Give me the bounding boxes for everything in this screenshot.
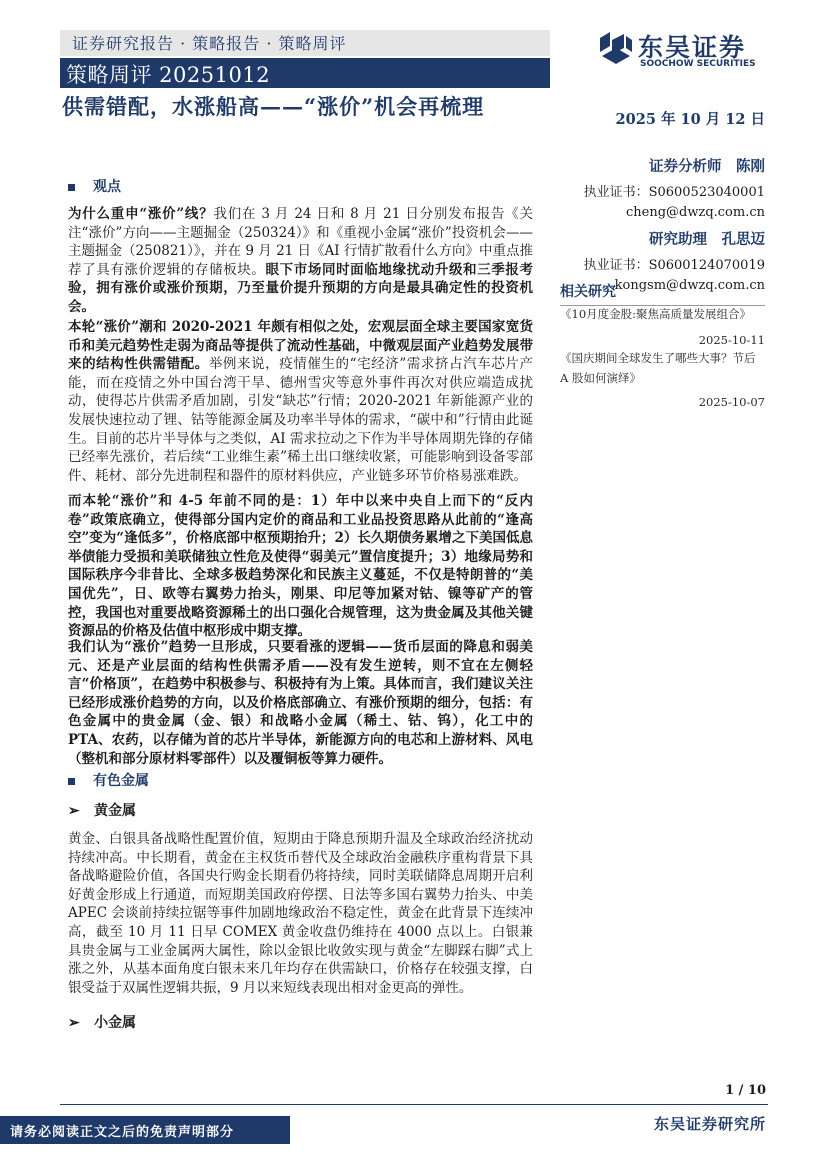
report-category-bar bbox=[60, 30, 550, 56]
disclaimer-text: 请务必阅读正文之后的免责声明部分 bbox=[10, 1125, 235, 1140]
related-item[interactable] bbox=[560, 348, 765, 412]
page-number: 1 / 10 bbox=[725, 1083, 766, 1098]
sidebar bbox=[560, 100, 765, 293]
paragraph-bold: 眼下市场同时面临地缘扰动升级和三季报考验，拥有涨价或涨价预期，乃至量价提升预期的方向是最具确定性的投资机会。 bbox=[68, 261, 533, 315]
section-title: 有色金属 bbox=[93, 773, 149, 789]
related-research-title: 相关研究 bbox=[560, 281, 765, 306]
subsection-title: 黄金属 bbox=[94, 803, 136, 819]
section-title: 观点 bbox=[93, 179, 121, 195]
assistant-email[interactable]: kongsm@dwzq.com.cn bbox=[614, 278, 765, 293]
disclaimer-bar bbox=[0, 1116, 290, 1144]
section-viewpoint bbox=[68, 176, 121, 196]
report-series: 策略周评 20251012 bbox=[66, 63, 271, 87]
paragraph-bold: 本轮“涨价”潮和 2020-2021 年颇有相似之处，宏观层面全球主要国家宽货币和美元趋势性走弱为商品等提供了流动性基础，中微观层面产业趋势发展带来的结构性供需错配。 bbox=[68, 319, 533, 373]
paragraph-3: 而本轮“涨价”和 4-5 年前不同的是：1）年中以来中央自上而下的“反内卷”政策底确立，使得部分国内定价的商品和工业品投资思路从此前的“逢高空”变为“逢低多”，价格底部中枢预期抬升；2）长久期债务累增之下美国低息举债能力受损和美联储独立性危及使得“弱美元”置信度提升；3）地缘局势和国际秩序今非昔比、全球多极趋势深化和民族主义蔓延，不仅是特朗普的“美国优先”，日、欧等右翼势力抬头，刚果、印尼等加紧对钴、镍等矿产的管控，我国也对重要战略资源稀土的出口强化合规管理，这为贵金属及其他关键资源品的价格及估值中枢形成中期支撑。 bbox=[68, 493, 533, 640]
related-item-title[interactable]: 《国庆期间全球发生了哪些大事？节后 A 股如何演绎》 bbox=[560, 351, 756, 385]
arrow-bullet-icon: ➢ bbox=[68, 1015, 80, 1031]
related-item-date: 2025-10-07 bbox=[698, 395, 765, 409]
assistant-name: 研究助理 孔思迈 bbox=[649, 231, 765, 248]
subsection-precious bbox=[68, 800, 136, 820]
footer-divider bbox=[60, 1104, 768, 1105]
arrow-bullet-icon: ➢ bbox=[68, 803, 80, 819]
subsection-title: 小金属 bbox=[94, 1015, 136, 1031]
paragraph-2 bbox=[68, 318, 533, 485]
paragraph-bold: 为什么重申“涨价”线？ bbox=[68, 206, 214, 222]
related-item-title[interactable]: 《10月度金股:聚焦高质量发展组合》 bbox=[560, 307, 752, 321]
soochow-logo-icon bbox=[596, 30, 634, 68]
analyst-name: 证券分析师 陈刚 bbox=[649, 158, 765, 175]
section-nonferrous bbox=[68, 770, 149, 790]
paragraph-1 bbox=[68, 205, 533, 317]
analyst-email[interactable]: cheng@dwzq.com.cn bbox=[625, 205, 765, 220]
report-title: 供需错配，水涨船高——“涨价”机会再梳理 bbox=[62, 94, 485, 119]
assistant-cert: 执业证书：S0600124070019 bbox=[583, 258, 765, 273]
report-category: 证券研究报告 · 策略报告 · 策略周评 bbox=[72, 34, 347, 53]
paragraph-text: 我们在 3 月 24 日和 8 月 21 日分别发布报告《关注“涨价”方向——主题掘金（250324）》和《重视小金属“涨价”投资机会——主题掘金（250821）》，并在 9 月 21 日《AI 行情扩散看什么方向》中重点推荐了具有涨价逻辑的存储板块。 bbox=[68, 206, 534, 278]
related-item[interactable] bbox=[560, 304, 765, 350]
paragraph-text: 举例来说，疫情催生的“宅经济”需求挤占汽车芯片产能，而在疫情之外中国台湾干旱、德州雪灾等意外事件再次对供应端造成扰动，使得芯片供需矛盾加剧，引发“缺芯”行情；2020-2021 年新能源产业的发展快速拉动了锂、钴等能源金属及功率半导体的需求，“碳中和”行情由此诞生。目前的芯片半导体与之类似，AI 需求拉动之下作为半导体周期先锋的存储已经率先涨价，若后续“工业维生素”稀土出口继续收紧，可能影响到设备零部件、耗材、部分先进制程和器件的原材料供应，产业链多环节价格易涨难跌。 bbox=[68, 356, 534, 484]
bullet-square-icon bbox=[68, 778, 75, 785]
bullet-square-icon bbox=[68, 184, 75, 191]
institute-name: 东吴证券研究所 bbox=[653, 1115, 766, 1133]
report-date: 2025 年 10 月 12 日 bbox=[615, 111, 765, 128]
logo-chinese-name: 东吴证券 bbox=[638, 33, 747, 62]
related-item-date: 2025-10-11 bbox=[698, 333, 765, 347]
logo-english-name: SOOCHOW SECURITIES bbox=[640, 59, 756, 69]
paragraph-5: 黄金、白银具备战略性配置价值，短期由于降息预期升温及全球政治经济扰动持续冲高。中长期看，黄金在主权货币替代及全球政治金融秩序重构背景下具备战略避险价值，各国央行购金长期看仍将持续，同时美联储降息周期开启利好黄金形成上行通道，而短期美国政府停摆、日法等多国右翼势力抬头、中美 APEC 会谈前持续拉锯等事件加剧地缘政治不稳定性，黄金在此背景下连续冲高，截至 10 月 11 日早 COMEX 黄金收盘仍维持在 4000 点以上。白银兼具贵金属与工业金属两大属性，除以金银比收敛实现与黄金“左脚踩右脚”式上涨之外，从基本面角度白银未来几年均存在供需缺口，价格存在较强支撑，白银受益于双属性逻辑共振，9 月以来短线表现出相对金更高的弹性。 bbox=[68, 831, 533, 996]
analyst-cert: 执业证书：S0600523040001 bbox=[583, 185, 765, 200]
subsection-minor bbox=[68, 1012, 136, 1032]
company-logo bbox=[596, 30, 776, 70]
report-series-bar bbox=[60, 58, 550, 88]
paragraph-4: 我们认为“涨价”趋势一旦形成，只要看涨的逻辑——货币层面的降息和弱美元、还是产业层面的结构性供需矛盾——没有发生逆转，则不宜在左侧轻言“价格顶”，在趋势中积极参与、积极持有为上策。具体而言，我们建议关注已经形成涨价趋势的方向，以及价格底部确立、有涨价预期的细分，包括：有色金属中的贵金属（金、银）和战略小金属（稀土、钴、钨），化工中的 PTA、农药，以存储为首的芯片半导体，新能源方向的电芯和上游材料、风电（整机和部分原材料零部件）以及覆铜板等算力硬件。 bbox=[68, 639, 533, 767]
